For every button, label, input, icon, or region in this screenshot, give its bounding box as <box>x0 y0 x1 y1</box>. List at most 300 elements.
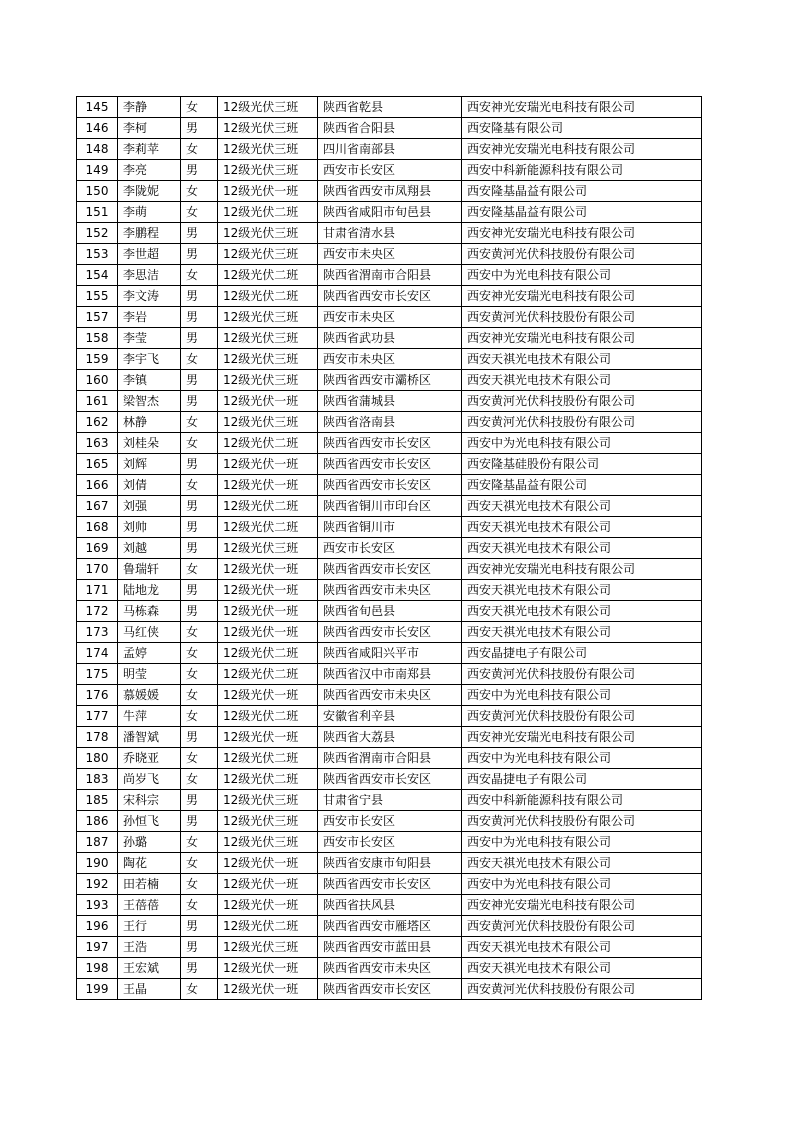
company-cell: 西安中为光电科技有限公司 <box>462 433 702 454</box>
table-row <box>77 454 702 475</box>
company-cell: 西安天祺光电技术有限公司 <box>462 601 702 622</box>
company-cell: 西安黄河光伏科技股份有限公司 <box>462 811 702 832</box>
table-row <box>77 517 702 538</box>
student-name-cell: 孙璐 <box>118 832 181 853</box>
row-number-cell: 193 <box>77 895 118 916</box>
gender-cell: 女 <box>181 643 218 664</box>
gender-cell: 男 <box>181 937 218 958</box>
student-name-cell: 李思洁 <box>118 265 181 286</box>
hometown-cell: 陕西省扶风县 <box>318 895 462 916</box>
table-row <box>77 97 702 118</box>
student-name-cell: 王晶 <box>118 979 181 1000</box>
row-number-cell: 146 <box>77 118 118 139</box>
class-name-cell: 12级光伏一班 <box>218 874 318 895</box>
row-number-cell: 175 <box>77 664 118 685</box>
company-cell: 西安天祺光电技术有限公司 <box>462 538 702 559</box>
class-name-cell: 12级光伏二班 <box>218 286 318 307</box>
hometown-cell: 陕西省西安市长安区 <box>318 874 462 895</box>
hometown-cell: 甘肃省清水县 <box>318 223 462 244</box>
hometown-cell: 西安市未央区 <box>318 307 462 328</box>
student-name-cell: 田若楠 <box>118 874 181 895</box>
row-number-cell: 152 <box>77 223 118 244</box>
class-name-cell: 12级光伏三班 <box>218 139 318 160</box>
gender-cell: 男 <box>181 538 218 559</box>
student-name-cell: 孙恒飞 <box>118 811 181 832</box>
gender-cell: 男 <box>181 580 218 601</box>
table-row <box>77 958 702 979</box>
gender-cell: 男 <box>181 811 218 832</box>
hometown-cell: 陕西省铜川市印台区 <box>318 496 462 517</box>
student-name-cell: 孟婷 <box>118 643 181 664</box>
class-name-cell: 12级光伏一班 <box>218 580 318 601</box>
student-name-cell: 刘桂朵 <box>118 433 181 454</box>
row-number-cell: 145 <box>77 97 118 118</box>
table-row <box>77 706 702 727</box>
class-name-cell: 12级光伏一班 <box>218 895 318 916</box>
hometown-cell: 西安市长安区 <box>318 538 462 559</box>
hometown-cell: 陕西省咸阳市旬邑县 <box>318 202 462 223</box>
row-number-cell: 196 <box>77 916 118 937</box>
company-cell: 西安中为光电科技有限公司 <box>462 874 702 895</box>
table-row <box>77 811 702 832</box>
row-number-cell: 197 <box>77 937 118 958</box>
class-name-cell: 12级光伏二班 <box>218 769 318 790</box>
hometown-cell: 陕西省合阳县 <box>318 118 462 139</box>
company-cell: 西安中科新能源科技有限公司 <box>462 790 702 811</box>
gender-cell: 女 <box>181 685 218 706</box>
table-row <box>77 580 702 601</box>
student-name-cell: 乔晓亚 <box>118 748 181 769</box>
student-name-cell: 王宏斌 <box>118 958 181 979</box>
class-name-cell: 12级光伏三班 <box>218 244 318 265</box>
gender-cell: 女 <box>181 895 218 916</box>
table-row <box>77 328 702 349</box>
gender-cell: 女 <box>181 664 218 685</box>
class-name-cell: 12级光伏三班 <box>218 937 318 958</box>
student-name-cell: 潘智斌 <box>118 727 181 748</box>
hometown-cell: 陕西省西安市未央区 <box>318 580 462 601</box>
table-row <box>77 433 702 454</box>
company-cell: 西安隆基有限公司 <box>462 118 702 139</box>
student-name-cell: 李柯 <box>118 118 181 139</box>
table-row <box>77 286 702 307</box>
hometown-cell: 陕西省安康市旬阳县 <box>318 853 462 874</box>
company-cell: 西安隆基晶益有限公司 <box>462 181 702 202</box>
table-row <box>77 832 702 853</box>
row-number-cell: 198 <box>77 958 118 979</box>
row-number-cell: 170 <box>77 559 118 580</box>
company-cell: 西安天祺光电技术有限公司 <box>462 937 702 958</box>
row-number-cell: 151 <box>77 202 118 223</box>
table-row <box>77 307 702 328</box>
row-number-cell: 155 <box>77 286 118 307</box>
table-row <box>77 559 702 580</box>
hometown-cell: 陕西省武功县 <box>318 328 462 349</box>
gender-cell: 男 <box>181 286 218 307</box>
class-name-cell: 12级光伏三班 <box>218 160 318 181</box>
class-name-cell: 12级光伏二班 <box>218 916 318 937</box>
company-cell: 西安晶捷电子有限公司 <box>462 769 702 790</box>
gender-cell: 男 <box>181 118 218 139</box>
row-number-cell: 158 <box>77 328 118 349</box>
hometown-cell: 陕西省西安市长安区 <box>318 979 462 1000</box>
gender-cell: 男 <box>181 223 218 244</box>
hometown-cell: 西安市长安区 <box>318 832 462 853</box>
row-number-cell: 187 <box>77 832 118 853</box>
table-row <box>77 181 702 202</box>
gender-cell: 女 <box>181 181 218 202</box>
class-name-cell: 12级光伏二班 <box>218 706 318 727</box>
row-number-cell: 173 <box>77 622 118 643</box>
gender-cell: 男 <box>181 958 218 979</box>
hometown-cell: 陕西省乾县 <box>318 97 462 118</box>
gender-cell: 男 <box>181 328 218 349</box>
class-name-cell: 12级光伏二班 <box>218 517 318 538</box>
table-row <box>77 244 702 265</box>
company-cell: 西安隆基晶益有限公司 <box>462 202 702 223</box>
company-cell: 西安天祺光电技术有限公司 <box>462 517 702 538</box>
student-name-cell: 李鹏程 <box>118 223 181 244</box>
hometown-cell: 陕西省西安市长安区 <box>318 286 462 307</box>
class-name-cell: 12级光伏一班 <box>218 727 318 748</box>
class-name-cell: 12级光伏二班 <box>218 202 318 223</box>
gender-cell: 男 <box>181 727 218 748</box>
student-name-cell: 刘帅 <box>118 517 181 538</box>
class-name-cell: 12级光伏三班 <box>218 118 318 139</box>
gender-cell: 女 <box>181 622 218 643</box>
hometown-cell: 陕西省西安市长安区 <box>318 559 462 580</box>
company-cell: 西安黄河光伏科技股份有限公司 <box>462 391 702 412</box>
row-number-cell: 162 <box>77 412 118 433</box>
row-number-cell: 183 <box>77 769 118 790</box>
hometown-cell: 安徽省利辛县 <box>318 706 462 727</box>
hometown-cell: 陕西省西安市长安区 <box>318 769 462 790</box>
row-number-cell: 199 <box>77 979 118 1000</box>
hometown-cell: 陕西省西安市蓝田县 <box>318 937 462 958</box>
class-name-cell: 12级光伏一班 <box>218 979 318 1000</box>
company-cell: 西安神光安瑞光电科技有限公司 <box>462 727 702 748</box>
student-name-cell: 李镇 <box>118 370 181 391</box>
table-row <box>77 601 702 622</box>
row-number-cell: 174 <box>77 643 118 664</box>
hometown-cell: 陕西省西安市长安区 <box>318 454 462 475</box>
hometown-cell: 甘肃省宁县 <box>318 790 462 811</box>
company-cell: 西安天祺光电技术有限公司 <box>462 580 702 601</box>
gender-cell: 女 <box>181 979 218 1000</box>
table-row <box>77 391 702 412</box>
student-name-cell: 王蓓蓓 <box>118 895 181 916</box>
row-number-cell: 160 <box>77 370 118 391</box>
company-cell: 西安黄河光伏科技股份有限公司 <box>462 916 702 937</box>
row-number-cell: 148 <box>77 139 118 160</box>
student-name-cell: 李静 <box>118 97 181 118</box>
class-name-cell: 12级光伏二班 <box>218 664 318 685</box>
hometown-cell: 西安市长安区 <box>318 160 462 181</box>
company-cell: 西安黄河光伏科技股份有限公司 <box>462 244 702 265</box>
student-name-cell: 陆地龙 <box>118 580 181 601</box>
hometown-cell: 陕西省大荔县 <box>318 727 462 748</box>
table-row <box>77 370 702 391</box>
table-row <box>77 412 702 433</box>
gender-cell: 女 <box>181 874 218 895</box>
hometown-cell: 陕西省西安市未央区 <box>318 958 462 979</box>
student-name-cell: 梁智杰 <box>118 391 181 412</box>
gender-cell: 男 <box>181 454 218 475</box>
company-cell: 西安黄河光伏科技股份有限公司 <box>462 706 702 727</box>
student-name-cell: 李宇飞 <box>118 349 181 370</box>
table-row <box>77 496 702 517</box>
student-name-cell: 林静 <box>118 412 181 433</box>
row-number-cell: 153 <box>77 244 118 265</box>
hometown-cell: 陕西省咸阳兴平市 <box>318 643 462 664</box>
class-name-cell: 12级光伏一班 <box>218 391 318 412</box>
class-name-cell: 12级光伏三班 <box>218 412 318 433</box>
row-number-cell: 169 <box>77 538 118 559</box>
row-number-cell: 168 <box>77 517 118 538</box>
row-number-cell: 176 <box>77 685 118 706</box>
student-name-cell: 李萌 <box>118 202 181 223</box>
class-name-cell: 12级光伏二班 <box>218 433 318 454</box>
student-name-cell: 慕媛媛 <box>118 685 181 706</box>
hometown-cell: 陕西省西安市长安区 <box>318 433 462 454</box>
table-row <box>77 475 702 496</box>
table-row <box>77 538 702 559</box>
gender-cell: 男 <box>181 160 218 181</box>
row-number-cell: 161 <box>77 391 118 412</box>
row-number-cell: 154 <box>77 265 118 286</box>
student-name-cell: 牛萍 <box>118 706 181 727</box>
hometown-cell: 陕西省蒲城县 <box>318 391 462 412</box>
table-row <box>77 664 702 685</box>
company-cell: 西安黄河光伏科技股份有限公司 <box>462 307 702 328</box>
student-name-cell: 王行 <box>118 916 181 937</box>
hometown-cell: 陕西省铜川市 <box>318 517 462 538</box>
row-number-cell: 163 <box>77 433 118 454</box>
hometown-cell: 陕西省西安市灞桥区 <box>318 370 462 391</box>
gender-cell: 男 <box>181 916 218 937</box>
row-number-cell: 157 <box>77 307 118 328</box>
row-number-cell: 149 <box>77 160 118 181</box>
student-name-cell: 李岩 <box>118 307 181 328</box>
gender-cell: 男 <box>181 517 218 538</box>
company-cell: 西安天祺光电技术有限公司 <box>462 370 702 391</box>
hometown-cell: 西安市长安区 <box>318 811 462 832</box>
student-name-cell: 李文涛 <box>118 286 181 307</box>
student-name-cell: 陶花 <box>118 853 181 874</box>
hometown-cell: 陕西省渭南市合阳县 <box>318 265 462 286</box>
student-name-cell: 王浩 <box>118 937 181 958</box>
class-name-cell: 12级光伏一班 <box>218 601 318 622</box>
class-name-cell: 12级光伏三班 <box>218 832 318 853</box>
class-name-cell: 12级光伏三班 <box>218 349 318 370</box>
company-cell: 西安黄河光伏科技股份有限公司 <box>462 664 702 685</box>
gender-cell: 男 <box>181 370 218 391</box>
hometown-cell: 陕西省旬邑县 <box>318 601 462 622</box>
company-cell: 西安隆基硅股份有限公司 <box>462 454 702 475</box>
gender-cell: 女 <box>181 769 218 790</box>
class-name-cell: 12级光伏一班 <box>218 454 318 475</box>
row-number-cell: 185 <box>77 790 118 811</box>
hometown-cell: 四川省南部县 <box>318 139 462 160</box>
student-name-cell: 尚岁飞 <box>118 769 181 790</box>
table-row <box>77 265 702 286</box>
gender-cell: 女 <box>181 97 218 118</box>
company-cell: 西安隆基晶益有限公司 <box>462 475 702 496</box>
gender-cell: 女 <box>181 433 218 454</box>
class-name-cell: 12级光伏三班 <box>218 97 318 118</box>
class-name-cell: 12级光伏三班 <box>218 790 318 811</box>
table-row <box>77 118 702 139</box>
gender-cell: 男 <box>181 496 218 517</box>
class-name-cell: 12级光伏一班 <box>218 622 318 643</box>
row-number-cell: 150 <box>77 181 118 202</box>
table-row <box>77 895 702 916</box>
class-name-cell: 12级光伏三班 <box>218 370 318 391</box>
gender-cell: 女 <box>181 706 218 727</box>
class-name-cell: 12级光伏二班 <box>218 496 318 517</box>
gender-cell: 女 <box>181 748 218 769</box>
table-row <box>77 202 702 223</box>
company-cell: 西安天祺光电技术有限公司 <box>462 349 702 370</box>
table-row <box>77 685 702 706</box>
row-number-cell: 180 <box>77 748 118 769</box>
table-row <box>77 727 702 748</box>
row-number-cell: 167 <box>77 496 118 517</box>
row-number-cell: 172 <box>77 601 118 622</box>
row-number-cell: 192 <box>77 874 118 895</box>
gender-cell: 男 <box>181 244 218 265</box>
gender-cell: 女 <box>181 265 218 286</box>
company-cell: 西安天祺光电技术有限公司 <box>462 958 702 979</box>
student-name-cell: 李莹 <box>118 328 181 349</box>
row-number-cell: 177 <box>77 706 118 727</box>
company-cell: 西安中为光电科技有限公司 <box>462 685 702 706</box>
row-number-cell: 159 <box>77 349 118 370</box>
gender-cell: 男 <box>181 601 218 622</box>
row-number-cell: 166 <box>77 475 118 496</box>
company-cell: 西安天祺光电技术有限公司 <box>462 853 702 874</box>
gender-cell: 男 <box>181 307 218 328</box>
gender-cell: 女 <box>181 475 218 496</box>
gender-cell: 女 <box>181 202 218 223</box>
student-name-cell: 马红侠 <box>118 622 181 643</box>
class-name-cell: 12级光伏二班 <box>218 265 318 286</box>
student-name-cell: 鲁瑞轩 <box>118 559 181 580</box>
company-cell: 西安神光安瑞光电科技有限公司 <box>462 895 702 916</box>
gender-cell: 男 <box>181 391 218 412</box>
company-cell: 西安黄河光伏科技股份有限公司 <box>462 412 702 433</box>
table-row <box>77 979 702 1000</box>
company-cell: 西安晶捷电子有限公司 <box>462 643 702 664</box>
table-row <box>77 139 702 160</box>
class-name-cell: 12级光伏一班 <box>218 853 318 874</box>
gender-cell: 女 <box>181 559 218 580</box>
student-name-cell: 李亮 <box>118 160 181 181</box>
student-placement-table <box>76 96 702 1000</box>
hometown-cell: 陕西省汉中市南郑县 <box>318 664 462 685</box>
student-name-cell: 宋科宗 <box>118 790 181 811</box>
class-name-cell: 12级光伏二班 <box>218 748 318 769</box>
table-row <box>77 916 702 937</box>
gender-cell: 女 <box>181 349 218 370</box>
hometown-cell: 西安市未央区 <box>318 244 462 265</box>
table-row <box>77 790 702 811</box>
hometown-cell: 陕西省西安市长安区 <box>318 622 462 643</box>
table-row <box>77 937 702 958</box>
student-name-cell: 李莉苹 <box>118 139 181 160</box>
student-name-cell: 明莹 <box>118 664 181 685</box>
table-row <box>77 643 702 664</box>
table-row <box>77 874 702 895</box>
table-row <box>77 853 702 874</box>
row-number-cell: 190 <box>77 853 118 874</box>
class-name-cell: 12级光伏一班 <box>218 559 318 580</box>
gender-cell: 女 <box>181 832 218 853</box>
row-number-cell: 186 <box>77 811 118 832</box>
gender-cell: 男 <box>181 790 218 811</box>
class-name-cell: 12级光伏一班 <box>218 181 318 202</box>
table-row <box>77 160 702 181</box>
hometown-cell: 陕西省渭南市合阳县 <box>318 748 462 769</box>
student-name-cell: 李世超 <box>118 244 181 265</box>
table-row <box>77 223 702 244</box>
class-name-cell: 12级光伏三班 <box>218 328 318 349</box>
company-cell: 西安神光安瑞光电科技有限公司 <box>462 139 702 160</box>
table-body <box>77 97 702 1000</box>
company-cell: 西安中为光电科技有限公司 <box>462 832 702 853</box>
row-number-cell: 178 <box>77 727 118 748</box>
hometown-cell: 陕西省洛南县 <box>318 412 462 433</box>
company-cell: 西安神光安瑞光电科技有限公司 <box>462 223 702 244</box>
table-row <box>77 769 702 790</box>
hometown-cell: 陕西省西安市雁塔区 <box>318 916 462 937</box>
student-name-cell: 李陇妮 <box>118 181 181 202</box>
company-cell: 西安神光安瑞光电科技有限公司 <box>462 97 702 118</box>
student-name-cell: 刘倩 <box>118 475 181 496</box>
hometown-cell: 西安市未央区 <box>318 349 462 370</box>
class-name-cell: 12级光伏一班 <box>218 685 318 706</box>
company-cell: 西安神光安瑞光电科技有限公司 <box>462 328 702 349</box>
gender-cell: 女 <box>181 853 218 874</box>
table-row <box>77 349 702 370</box>
student-name-cell: 刘辉 <box>118 454 181 475</box>
company-cell: 西安中为光电科技有限公司 <box>462 265 702 286</box>
class-name-cell: 12级光伏三班 <box>218 811 318 832</box>
hometown-cell: 陕西省西安市未央区 <box>318 685 462 706</box>
table-row <box>77 748 702 769</box>
row-number-cell: 165 <box>77 454 118 475</box>
student-name-cell: 刘强 <box>118 496 181 517</box>
hometown-cell: 陕西省西安市凤翔县 <box>318 181 462 202</box>
hometown-cell: 陕西省西安市长安区 <box>318 475 462 496</box>
company-cell: 西安神光安瑞光电科技有限公司 <box>462 559 702 580</box>
company-cell: 西安中科新能源科技有限公司 <box>462 160 702 181</box>
company-cell: 西安天祺光电技术有限公司 <box>462 496 702 517</box>
company-cell: 西安黄河光伏科技股份有限公司 <box>462 979 702 1000</box>
student-name-cell: 刘越 <box>118 538 181 559</box>
class-name-cell: 12级光伏三班 <box>218 538 318 559</box>
gender-cell: 女 <box>181 412 218 433</box>
table-row <box>77 622 702 643</box>
class-name-cell: 12级光伏一班 <box>218 475 318 496</box>
class-name-cell: 12级光伏一班 <box>218 958 318 979</box>
company-cell: 西安神光安瑞光电科技有限公司 <box>462 286 702 307</box>
class-name-cell: 12级光伏二班 <box>218 643 318 664</box>
class-name-cell: 12级光伏三班 <box>218 223 318 244</box>
gender-cell: 女 <box>181 139 218 160</box>
class-name-cell: 12级光伏三班 <box>218 307 318 328</box>
company-cell: 西安中为光电科技有限公司 <box>462 748 702 769</box>
